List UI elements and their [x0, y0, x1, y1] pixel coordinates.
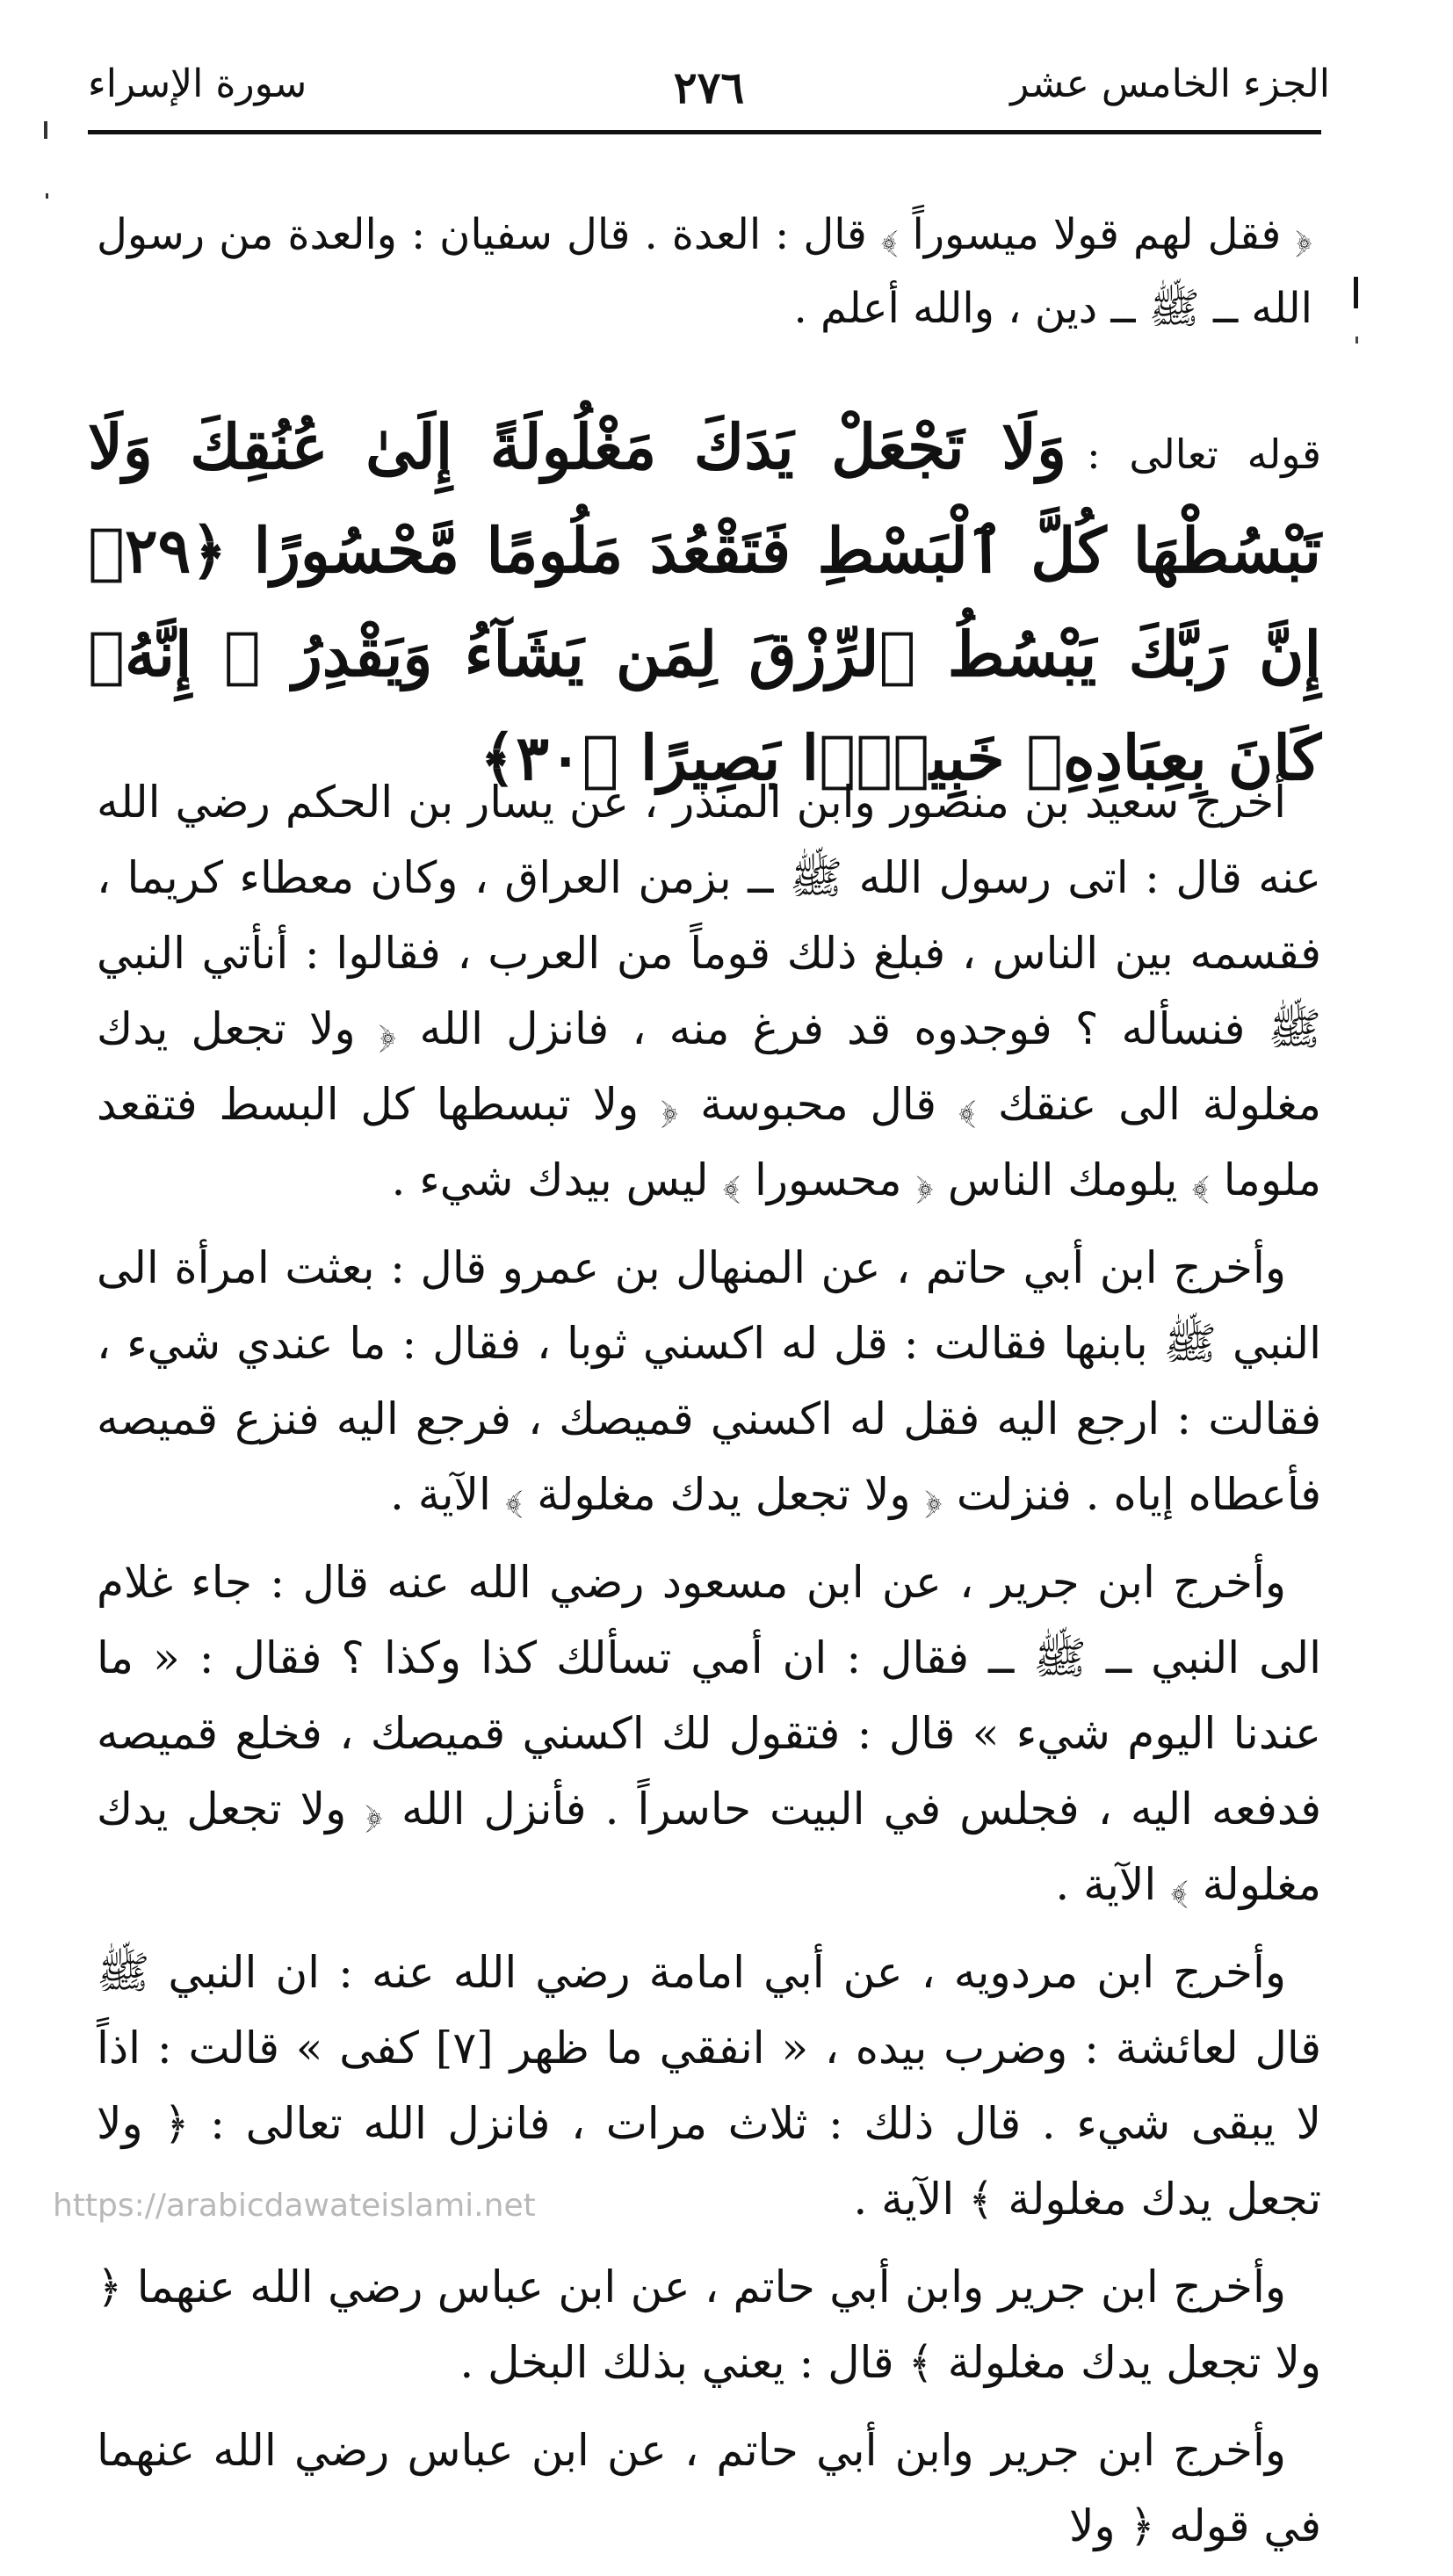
narration-paragraph: وأخرج ابن مردويه ، عن أبي امامة رضي الله عنه : ان النبي ﷺ قال لعائشة : وضرب بيده ، « انفقي ما ظهر [٧] كفى » قالت : اذاً لا يبقى شيء . قال ذلك : ثلاث مرات ، فانزل الله تعالى : ﴿ ولا تجعل يدك مغلولة ﴾ الآية . [97, 1947, 1321, 2225]
narration-paragraph: وأخرج ابن جرير وابن أبي حاتم ، عن ابن عباس رضي الله عنهما في قوله ﴿ ولا [97, 2425, 1321, 2551]
narrations [97, 764, 1321, 2576]
margin-mark [1355, 336, 1358, 344]
part-title: الجزء الخامس عشر [1010, 62, 1330, 106]
header-divider [88, 130, 1321, 134]
quran-verse-block [88, 395, 1321, 810]
watermark: https://arabicdawateislami.net [53, 2188, 536, 2224]
quran-verse: وَلَا تَجْعَلْ يَدَكَ مَغْلُولَةً إِلَىٰ عُنُقِكَ وَلَا تَبْسُطْهَا كُلَّ ٱلْبَسْطِ فَتَقْعُدَ مَلُومًا مَّحْسُورًا ﴿٢٩﴾ إِنَّ رَبَّكَ يَبْسُطُ ٱلرِّزْقَ لِمَن يَشَآءُ وَيَقْدِرُ ۚ إِنَّهُۥ كَانَ بِعِبَادِهِۦ خَبِيرًۢا بَصِيرًا ﴿٣٠﴾ [88, 410, 1321, 794]
verse-intro: قوله تعالى : [1087, 431, 1321, 478]
surah-title: سورة الإسراء [88, 62, 307, 106]
margin-mark [46, 193, 48, 199]
margin-mark [44, 121, 47, 139]
page-header [88, 53, 1330, 132]
margin-mark [1354, 277, 1358, 308]
narration-paragraph: وأخرج ابن أبي حاتم ، عن المنهال بن عمرو قال : بعثت امرأة الى النبي ﷺ بابنها فقالت : قل له اكسني ثوبا ، فقال : ما عندي شيء ، فقالت : ارجع اليه فقل له اكسني قميصك ، فرجع اليه فنزع قميصه فأعطاه إياه . فنزلت ﴿ ولا تجعل يدك مغلولة ﴾ الآية . [97, 1242, 1321, 1520]
narration-paragraph: وأخرج ابن جرير ، عن ابن مسعود رضي الله عنه قال : جاء غلام الى النبي ــ ﷺ ــ فقال : ان أمي تسألك كذا وكذا ؟ فقال : « ما عندنا اليوم شيء » قال : فتقول لك اكسني قميصك ، فخلع قميصه فدفعه اليه ، فجلس في البيت حاسراً . فأنزل الله ﴿ ولا تجعل يدك مغلولة ﴾ الآية . [97, 1557, 1321, 1910]
intro-paragraph: ﴿ فقل لهم قولا ميسوراً ﴾ قال : العدة . قال سفيان : والعدة من رسول الله ــ ﷺ ــ دين ، والله أعلم . [97, 210, 1312, 333]
narration-paragraph: أخرج سعيد بن منصور وابن المنذر ، عن يسار بن الحكم رضي الله عنه قال : اتى رسول الله ﷺ ــ بزمن العراق ، وكان معطاء كريما ، فقسمه بين الناس ، فبلغ ذلك قوماً من العرب ، فقالوا : أنأتي النبي ﷺ فنسأله ؟ فوجدوه قد فرغ منه ، فانزل الله ﴿ ولا تجعل يدك مغلولة الى عنقك ﴾ قال محبوسة ﴿ ولا تبسطها كل البسط فتقعد ملوما ﴾ يلومك الناس ﴿ محسورا ﴾ ليس بيدك شيء . [97, 777, 1321, 1205]
page-number: ٢٧٦ [673, 62, 745, 113]
narration-paragraph: وأخرج ابن جرير وابن أبي حاتم ، عن ابن عباس رضي الله عنهما ﴿ ولا تجعل يدك مغلولة ﴾ قال : يعني بذلك البخل . [97, 2261, 1321, 2388]
